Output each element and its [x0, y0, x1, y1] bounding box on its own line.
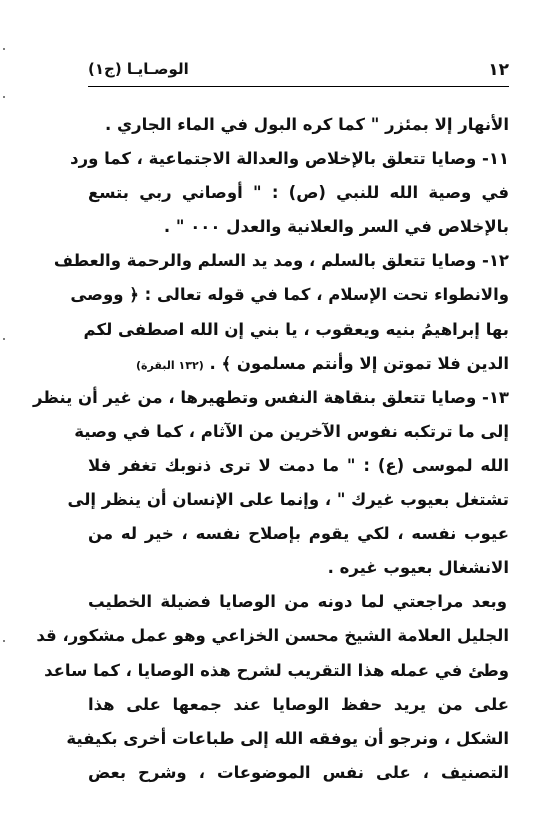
body-text [33, 108, 509, 790]
text-line [88, 756, 509, 790]
line-text: وبعد مراجعتي لما دونه من الوصايا فضيلة الخطيب [88, 592, 507, 612]
page-header [88, 60, 509, 86]
text-line [88, 551, 509, 585]
page-number: ١٢ [488, 60, 509, 80]
text-line [88, 176, 509, 210]
header-rule [88, 86, 509, 87]
scan-mark [3, 338, 5, 340]
line-text: عيوب نفسه ، لكي يقوم بإصلاح نفسه ، خير له من [88, 524, 509, 544]
text-line [66, 722, 509, 756]
line-text: الدين فلا تموتن إلا وأنتم مسلمون ﴾ . [209, 353, 509, 373]
scan-mark [3, 640, 5, 642]
line-text: بها إبراهيمُ بنيه ويعقوب ، يا بني إن الله اصطفى لكم [83, 319, 509, 339]
line-text: في وصية الله للنبي (ص) : " أوصاني ربي بتسع [88, 183, 509, 203]
line-text: تشتغل بعيوب غيرك " ، وإنما على الإنسان أن ينظر إلى [67, 490, 509, 510]
text-line [67, 483, 509, 517]
line-text: ١٢- وصايا تتعلق بالسلم ، ومد يد السلم والرحمة والعطف [53, 251, 509, 271]
text-line [88, 688, 509, 722]
text-line [88, 517, 509, 551]
text-line [88, 108, 509, 142]
line-text: وطئ في عمله هذا التقريب لشرح هذه الوصايا ، كما ساعد [44, 660, 509, 680]
text-line [88, 347, 509, 381]
line-text: الانشغال بعيوب غيره . [327, 558, 509, 578]
text-line [70, 278, 509, 312]
scan-mark [3, 96, 5, 98]
scan-mark [3, 48, 5, 50]
line-text: ١١- وصايا تتعلق بالإخلاص والعدالة الاجتماعية ، كما ورد [70, 149, 509, 169]
line-text: والانطواء تحت الإسلام ، كما في قوله تعالى : ﴿ ووصى [70, 285, 509, 305]
line-text: التصنيف ، على نفس الموضوعات ، وشرح بعض [88, 762, 509, 782]
running-title: الوصـايـا (ج١) [88, 60, 189, 78]
line-text: على من يريد حفظ الوصايا عند جمعها على هذا [88, 694, 509, 714]
text-line [88, 449, 509, 483]
line-text: الجليل العلامة الشيخ محسن الخزاعي وهو عمل مشكور، قد [36, 626, 509, 646]
text-line [74, 415, 509, 449]
text-line [44, 654, 509, 688]
line-text: الأنهار إلا بمئزر " كما كره البول في الماء الجاري . [104, 115, 509, 134]
text-line [88, 585, 509, 619]
text-line [36, 619, 509, 653]
line-text: الشكل ، ونرجو أن يوفقه الله إلى طباعات أخرى بكيفية [66, 728, 509, 748]
text-line [88, 210, 509, 244]
line-text: ١٣- وصايا تتعلق بنقاهة النفس وتطهيرها ، من غير أن ينظر [33, 387, 509, 407]
line-text: بالإخلاص في السر والعلانية والعدل ٠٠٠ " . [163, 217, 509, 237]
text-line [33, 381, 509, 415]
text-line [53, 244, 509, 278]
line-text: الله لموسى (ع) : " ما دمت لا ترى ذنوبك تغفر فلا [88, 455, 509, 475]
quran-reference: (١٣٢ البقرة) [136, 358, 204, 372]
line-text: إلى ما ترتكبه نفوس الآخرين من الآثام ، كما في وصية [74, 421, 509, 441]
text-line [70, 142, 509, 176]
text-line [83, 313, 509, 347]
